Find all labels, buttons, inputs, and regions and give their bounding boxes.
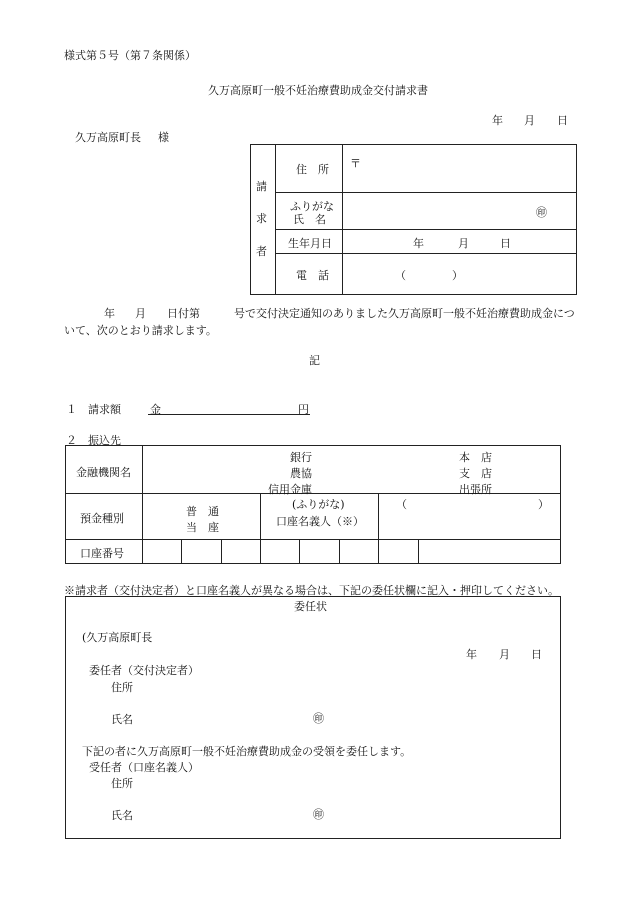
branch-type-main: 本 店: [459, 451, 492, 464]
delegatee-address-field[interactable]: [140, 772, 530, 790]
account-type-current[interactable]: 当 座: [186, 521, 219, 534]
date-year-label: 年: [492, 114, 503, 127]
delegation-title: 委任状: [294, 600, 327, 613]
holder-paren-close: ）: [538, 498, 549, 511]
phone-field[interactable]: [348, 257, 574, 291]
delegatee-label: 受任者（口座名義人）: [89, 761, 199, 774]
applicant-side-label-3: 者: [256, 245, 267, 258]
delegation-note: ※請求者（交付決定者）と口座名義人が異なる場合は、下記の委任状欄に記入・押印してください。: [64, 584, 559, 597]
delegator-label: 委任者（交付決定者）: [89, 664, 199, 677]
holder-paren-open: （: [396, 498, 407, 511]
addressee-honorific: 様: [158, 131, 169, 144]
date-month-label: 月: [524, 114, 535, 127]
postal-mark: 〒: [350, 157, 361, 170]
name-label: 氏 名: [293, 213, 326, 226]
furigana-label: ふりがな: [290, 200, 334, 213]
delegation-statement: 下記の者に久万高原町一般不妊治療費助成金の受領を委任します。: [82, 745, 412, 758]
account-number-label: 口座番号: [80, 547, 124, 560]
branch-type-branch: 支 店: [459, 467, 492, 480]
account-digit-2[interactable]: [182, 540, 221, 563]
delegation-month: 月: [499, 648, 510, 661]
holder-furigana-label: (ふりがな): [292, 498, 345, 511]
bank-type-agri-coop: 農協: [290, 467, 312, 480]
delegatee-name-field[interactable]: [140, 804, 305, 822]
branch-name-field[interactable]: [340, 449, 452, 491]
delegatee-name-label: 氏名: [111, 809, 133, 822]
bank-type-bank: 銀行: [290, 451, 312, 464]
institution-label: 金融機関名: [76, 466, 131, 479]
document-title: 久万高原町一般不妊治療費助成金交付請求書: [208, 84, 428, 97]
delegator-name-field[interactable]: [140, 708, 305, 726]
body-text-line1: 号で交付決定通知のありました久万高原町一般不妊治療費助成金につ: [234, 307, 575, 320]
delegatee-address-label: 住所: [111, 777, 133, 790]
delegation-year: 年: [466, 648, 477, 661]
body-text-line2: いて、次のとおり請求します。: [64, 324, 217, 337]
body-day-number: 日付第: [167, 307, 200, 320]
applicant-side-label-2: 求: [256, 212, 267, 225]
delegator-address-label: 住所: [111, 681, 133, 694]
delegation-addressee: (久万高原町長: [82, 631, 153, 644]
birth-month-label: 月: [458, 237, 469, 250]
account-digit-3[interactable]: [222, 540, 260, 563]
account-type-ordinary[interactable]: 普 通: [186, 505, 219, 518]
birth-date-label: 生年月日: [288, 237, 332, 250]
addressee: 久万高原町長: [75, 131, 141, 144]
account-type-label: 預金種別: [80, 512, 124, 525]
birth-day-label: 日: [500, 237, 511, 250]
body-year: 年: [104, 307, 115, 320]
delegation-day: 日: [531, 648, 542, 661]
amount-kin: 金: [150, 403, 161, 416]
applicant-seal: ㊞: [536, 206, 547, 219]
address-label: 住 所: [296, 163, 329, 176]
birth-date-field[interactable]: [348, 232, 574, 250]
branch-type-office: 出張所: [459, 483, 492, 496]
delegator-name-label: 氏名: [111, 713, 133, 726]
phone-paren-close: ）: [452, 269, 463, 282]
account-digit-1[interactable]: [143, 540, 181, 563]
bank-type-credit-union: 信用金庫: [268, 483, 312, 496]
address-field[interactable]: [348, 168, 574, 190]
amount-underline: [148, 414, 310, 415]
account-digit-7[interactable]: [379, 540, 418, 563]
ki-heading: 記: [309, 354, 320, 367]
account-digit-4[interactable]: [261, 540, 299, 563]
amount-field[interactable]: [165, 398, 293, 414]
amount-label: １ 請求額: [66, 403, 121, 416]
delegator-seal: ㊞: [313, 712, 324, 725]
phone-paren-open: （: [395, 269, 406, 282]
holder-name-field[interactable]: [382, 510, 557, 536]
delegatee-seal: ㊞: [313, 808, 324, 821]
holder-label: 口座名義人（※）: [276, 515, 364, 528]
amount-yen: 円: [298, 403, 309, 416]
account-digit-6[interactable]: [340, 540, 378, 563]
form-number: 様式第５号（第７条関係）: [64, 49, 196, 62]
account-digit-5[interactable]: [300, 540, 339, 563]
date-day-label: 日: [557, 114, 568, 127]
name-field[interactable]: [348, 196, 528, 226]
phone-label: 電 話: [296, 269, 329, 282]
bank-name-field[interactable]: [150, 449, 270, 491]
body-month: 月: [135, 307, 146, 320]
delegator-address-field[interactable]: [140, 676, 530, 694]
applicant-side-label-1: 請: [256, 180, 267, 193]
birth-year-label: 年: [413, 237, 424, 250]
transfer-heading: ２ 振込先: [66, 434, 121, 447]
